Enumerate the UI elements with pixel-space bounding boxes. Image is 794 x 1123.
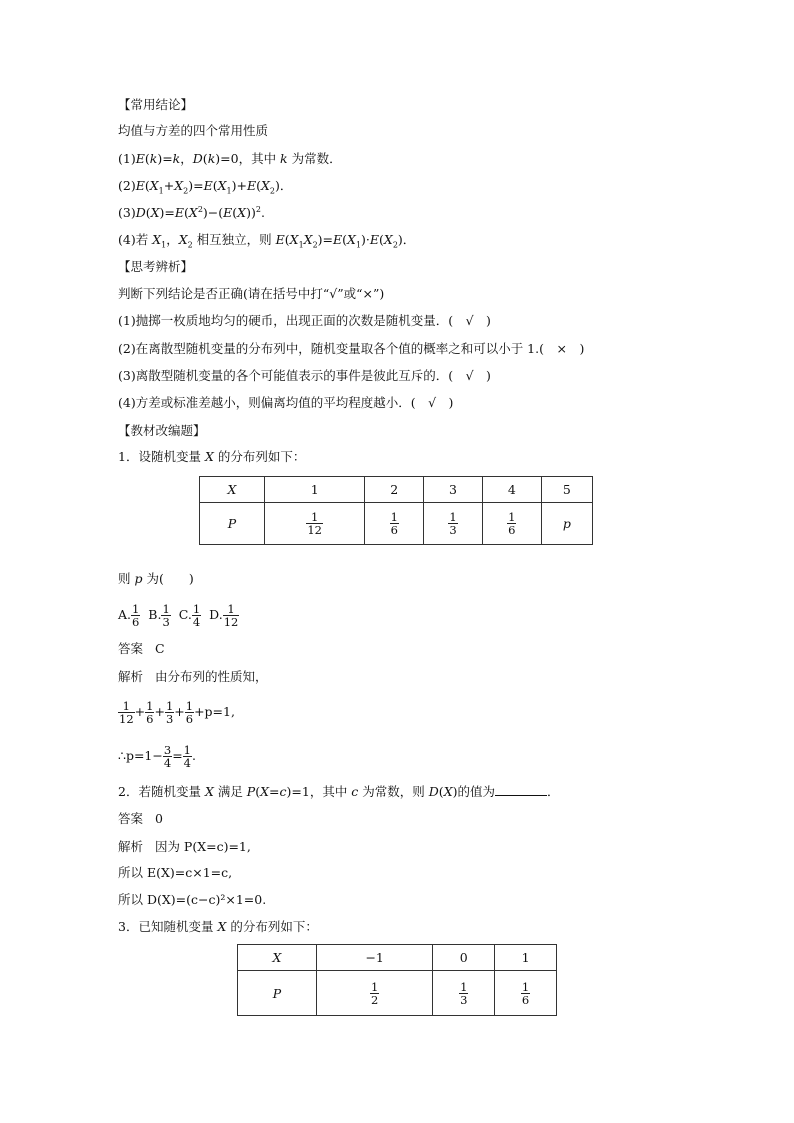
- property-4: (4)若 $X_1$，$X_2$ 相互独立，则 $E(X_1X_2)=E(X_1)\cdot E(X_2)$．: [118, 232, 416, 250]
- judgment-item: (4)方差或标准差越小，则偏离均值的平均程度越小．( √ ): [118, 395, 454, 410]
- judgment-item: (3)离散型随机变量的各个可能值表示的事件是彼此互斥的．( √ ): [118, 368, 491, 383]
- thinking-intro: 判断下列结论是否正确(请在括号中打“√”或“×”): [118, 286, 385, 301]
- answer-blank: [495, 783, 547, 796]
- question-1-answer: 答案 C: [118, 641, 165, 656]
- table-cell: P: [200, 503, 265, 545]
- table-cell: p: [541, 503, 592, 545]
- option-c: C. $\frac{1}{4}$: [178, 602, 201, 629]
- table-cell: 1: [265, 477, 365, 503]
- table-cell: [317, 971, 433, 1016]
- table-row: [200, 477, 593, 503]
- table-cell: [482, 503, 541, 545]
- distribution-table-1: [199, 476, 593, 545]
- judgment-item: (1)抛掷一枚质地均匀的硬币，出现正面的次数是随机变量．( √ ): [118, 313, 491, 328]
- distribution-table-3: [237, 944, 557, 1016]
- question-3-stem: 3．已知随机变量 X 的分布列如下：: [118, 919, 318, 934]
- question-1-equation-2: ∴p=1− $\frac{3}{4}$ = $\frac{1}{4}$ .: [118, 743, 196, 770]
- table-cell: 5: [541, 477, 592, 503]
- table-row: [200, 503, 593, 545]
- option-b: B. $\frac{1}{3}$: [148, 602, 170, 629]
- table-cell: [433, 971, 495, 1016]
- question-1-stem: 1．设随机变量 X 的分布列如下：: [118, 449, 306, 464]
- table-cell: −1: [317, 945, 433, 971]
- question-2-analysis: 解析 因为 P(X=c)=1,: [118, 839, 251, 854]
- section-heading-common: 【常用结论】: [118, 97, 194, 112]
- fraction: $\frac{1}{6}$: [521, 979, 530, 1007]
- table-cell: X: [200, 477, 265, 503]
- table-cell: X: [238, 945, 317, 971]
- fraction: $\frac{1}{6}$: [390, 510, 398, 537]
- table-cell: [265, 503, 365, 545]
- question-1-ask: 则 p 为( ): [118, 571, 194, 586]
- table-cell: [365, 503, 424, 545]
- property-1: (1)E(k)=k，D(k)=0，其中 k 为常数．: [118, 151, 342, 166]
- property-2: $(2)E(X_1+X_2)=E(X_1)+E(X_2)$．: [118, 178, 293, 196]
- question-1-analysis: 解析 由分布列的性质知，: [118, 669, 268, 684]
- table-cell: 4: [482, 477, 541, 503]
- question-2-step: 所以 E(X)=c×1=c,: [118, 865, 233, 880]
- fraction: $\frac{1}{3}$: [460, 979, 468, 1007]
- table-cell: 2: [365, 477, 424, 503]
- question-2-step: 所以 D(X)=(c−c)²×1=0.: [118, 892, 267, 907]
- option-d: D. $\frac{1}{12}$: [209, 602, 239, 629]
- option-a: A. $\frac{1}{6}$: [118, 602, 140, 629]
- table-row: [238, 945, 557, 971]
- table-cell: 3: [424, 477, 483, 503]
- table-cell: [424, 503, 483, 545]
- table-cell: P: [238, 971, 317, 1016]
- table-cell: 1: [495, 945, 557, 971]
- fraction: $\frac{1}{6}$: [508, 510, 516, 537]
- section-heading-textbook: 【教材改编题】: [118, 423, 206, 438]
- section-heading-thinking: 【思考辨析】: [118, 259, 194, 274]
- table-row: [238, 971, 557, 1016]
- fraction: $\frac{1}{2}$: [371, 979, 379, 1007]
- question-1-options: [118, 598, 239, 632]
- table-cell: [495, 971, 557, 1016]
- judgment-item: (2)在离散型随机变量的分布列中，随机变量取各个值的概率之和可以小于 1.( × ): [118, 341, 585, 356]
- fraction: $\frac{1}{3}$: [449, 510, 457, 537]
- property-3: $(3)D(X)=E(X^2)-(E(X))^2$.: [118, 204, 265, 220]
- table-cell: 0: [433, 945, 495, 971]
- question-2-answer: 答案 0: [118, 811, 163, 826]
- question-2-stem: 2．若随机变量 X 满足 P(X=c)=1，其中 c 为常数，则 D(X)的值为 ．: [118, 784, 560, 799]
- question-1-equation-1: $\frac{1}{12}$ + $\frac{1}{6}$ + $\frac{1}{3}$ + $\frac{1}{6}$ +p=1,: [119, 699, 235, 726]
- fraction: $\frac{1}{12}$: [307, 510, 322, 537]
- common-title: 均值与方差的四个常用性质: [118, 123, 269, 138]
